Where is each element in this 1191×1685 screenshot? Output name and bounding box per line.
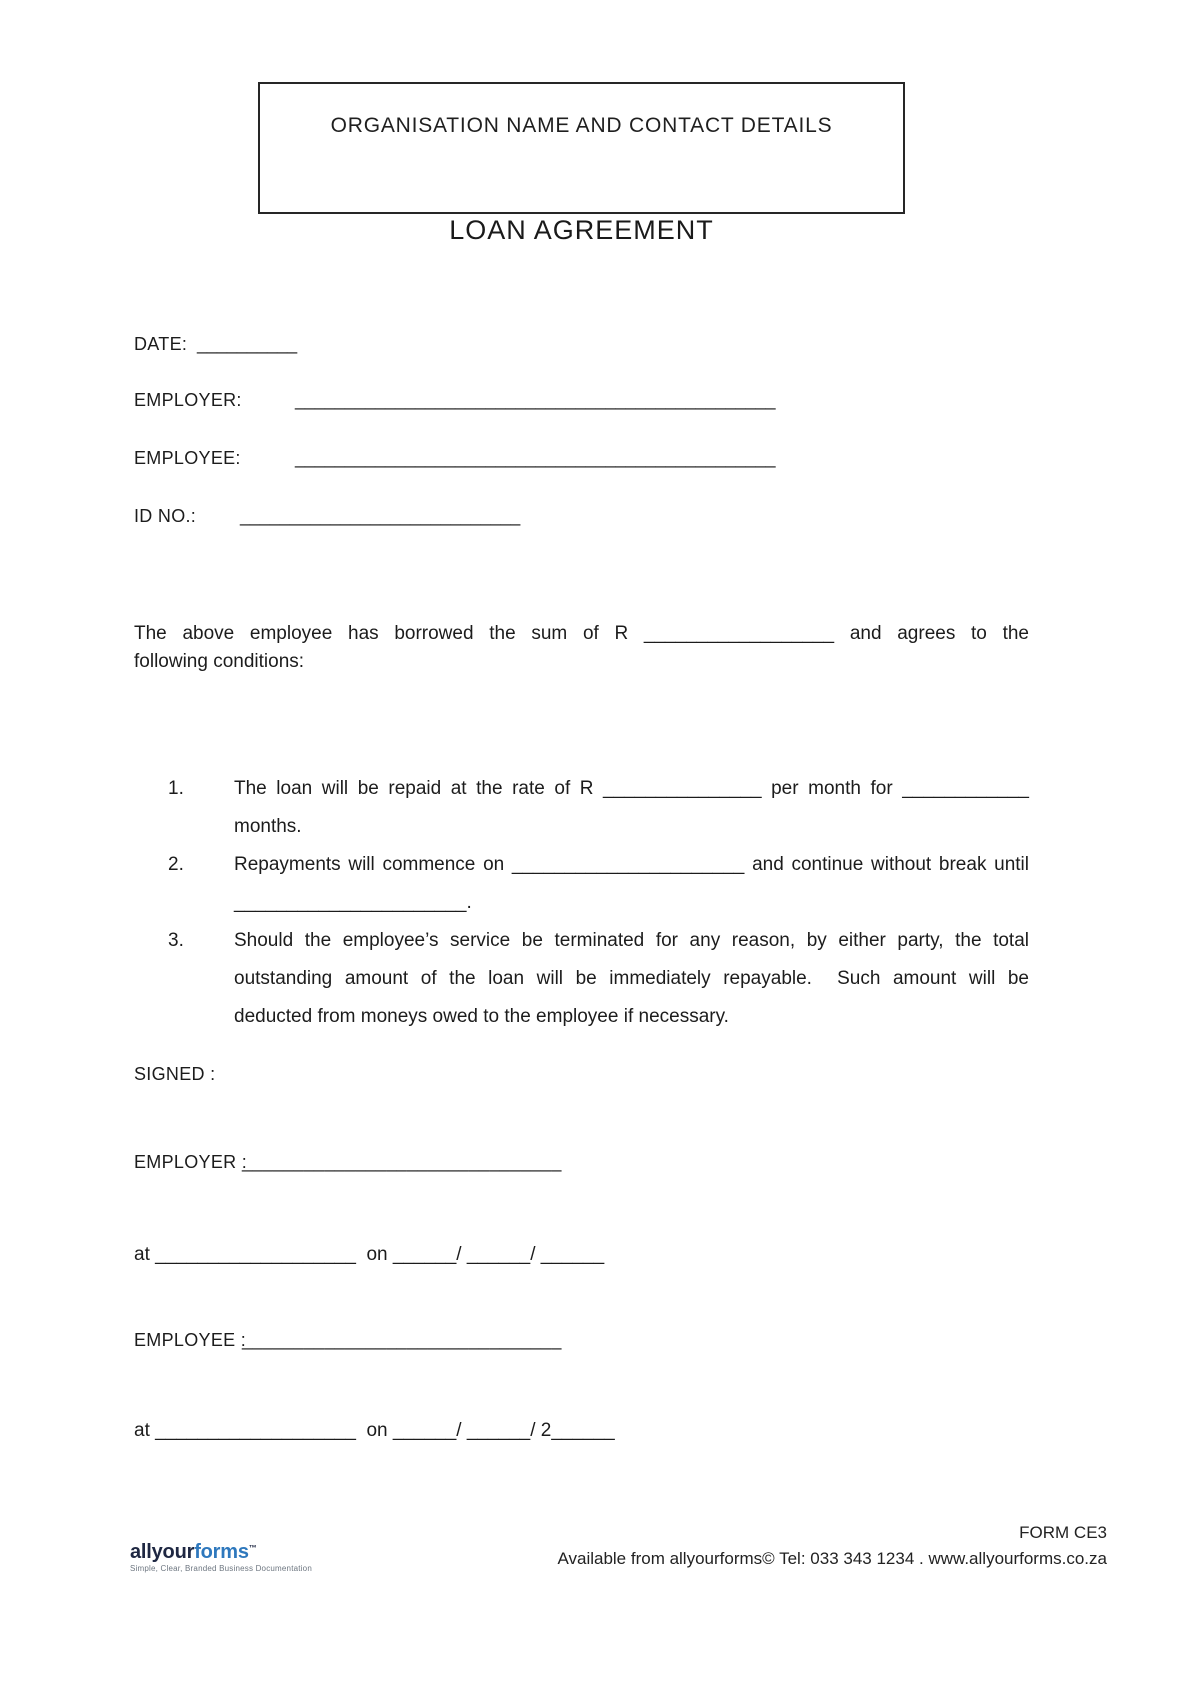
condition-2-line-1: Repayments will commence on ______________________ and continue without break until — [234, 854, 1029, 875]
footer-info — [557, 1520, 1107, 1572]
employer-signature-row — [134, 1152, 562, 1173]
condition-1-line-2: months. — [234, 816, 302, 837]
condition-1-text — [234, 770, 1029, 846]
intro-line-2: following conditions: — [134, 651, 305, 672]
employer-signature-line: _______________________________ — [242, 1152, 562, 1172]
condition-1-line-1: The loan will be repaid at the rate of R _______________ per month for ____________ — [234, 778, 1029, 799]
id-no-label: ID NO.: — [134, 506, 197, 526]
employee-signature-row — [134, 1330, 562, 1351]
employee-field-row — [134, 448, 776, 469]
id-no-blank-line: ____________________________ — [240, 506, 521, 526]
condition-3-line-1: Should the employee’s service be terminated for any reason, by either party, the total — [234, 930, 1029, 951]
employer-at-on-row: at ___________________ on ______/ ______/ ______ — [134, 1244, 605, 1265]
condition-1-number: 1. — [168, 778, 184, 799]
condition-2-number: 2. — [168, 854, 184, 875]
employee-blank-line: ________________________________________________ — [295, 448, 776, 468]
employer-field-row — [134, 390, 776, 411]
employer-label: EMPLOYER: — [134, 390, 242, 410]
employee-signature-label: EMPLOYEE : — [134, 1330, 247, 1350]
employee-label: EMPLOYEE: — [134, 448, 241, 468]
logo-tagline: Simple, Clear, Branded Business Documentation — [130, 1564, 312, 1573]
condition-3-number: 3. — [168, 930, 184, 951]
condition-item-1 — [168, 770, 1029, 846]
intro-paragraph — [134, 620, 1029, 676]
availability-line: Available from allyourforms© Tel: 033 343 1234 . www.allyourforms.co.za — [557, 1549, 1107, 1568]
condition-item-3 — [168, 922, 1029, 1036]
organisation-details-box — [258, 82, 905, 214]
condition-3-line-3: deducted from moneys owed to the employee if necessary. — [234, 1006, 729, 1027]
date-blank-line: __________ — [197, 334, 298, 354]
conditions-list — [168, 770, 1029, 1036]
condition-3-text — [234, 922, 1029, 1036]
date-field-row — [134, 334, 297, 355]
signed-label: SIGNED : — [134, 1064, 216, 1084]
condition-item-2 — [168, 846, 1029, 922]
logo-text-blue: forms — [194, 1541, 249, 1563]
logo-text-dark: allyour — [130, 1541, 195, 1563]
id-no-field-row — [134, 506, 520, 527]
logo-wordmark — [130, 1542, 312, 1562]
condition-3-line-2: outstanding amount of the loan will be immediately repayable. Such amount will be — [234, 968, 1029, 989]
condition-2-text — [234, 846, 1029, 922]
trademark-symbol: ™ — [248, 1543, 257, 1553]
date-label: DATE: — [134, 334, 188, 354]
employee-signature-line: _______________________________ — [242, 1330, 562, 1350]
employer-signature-label: EMPLOYER : — [134, 1152, 248, 1172]
intro-line-1: The above employee has borrowed the sum of R __________________ and agrees to the — [134, 623, 1029, 644]
condition-2-line-2: ______________________. — [234, 892, 472, 913]
employee-at-on-row: at ___________________ on ______/ ______/ 2______ — [134, 1420, 615, 1441]
organisation-box-label: ORGANISATION NAME AND CONTACT DETAILS — [330, 114, 833, 137]
employer-blank-line: ________________________________________________ — [295, 390, 776, 410]
form-code: FORM CE3 — [1019, 1523, 1107, 1542]
page-title: LOAN AGREEMENT — [449, 215, 714, 245]
allyourforms-logo — [130, 1542, 312, 1573]
